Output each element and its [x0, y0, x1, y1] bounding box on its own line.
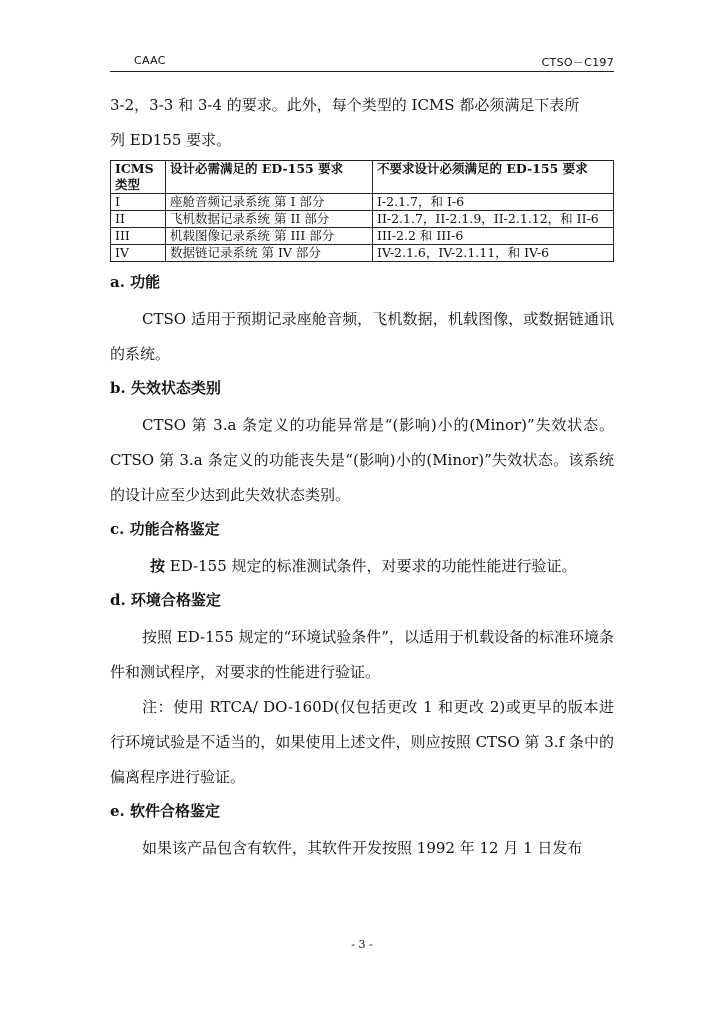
table-cell: 数据链记录系统 第 IV 部分	[166, 245, 373, 262]
requirements-table	[110, 160, 614, 262]
table-row	[111, 194, 614, 211]
page-number: - 3 -	[351, 938, 373, 951]
section-c-paragraph	[110, 549, 614, 584]
section-d-heading: d. 环境合格鉴定	[110, 591, 221, 609]
section-e-paragraph: 如果该产品包含有软件，其软件开发按照 1992 年 12 月 1 日发布	[142, 839, 583, 857]
table-cell: 机载图像记录系统 第 III 部分	[166, 228, 373, 245]
table-header-cell: 不要求设计必须满足的 ED-155 要求	[373, 161, 614, 194]
section-c-bold-lead: 按	[150, 557, 166, 575]
table-header-row	[111, 161, 614, 194]
table-cell: I	[111, 194, 166, 211]
requirements-table-wrap	[110, 160, 614, 262]
section-d-paragraph: 按照 ED-155 规定的“环境试验条件”，以适用于机载设备的标准环境条件和测试程序，对要求的性能进行验证。	[110, 628, 614, 681]
table-cell: 座舱音频记录系统 第 I 部分	[166, 194, 373, 211]
header-left: CAAC	[134, 54, 166, 67]
table-row	[111, 211, 614, 228]
table-header-cell: 设计必需满足的 ED-155 要求	[166, 161, 373, 194]
table-header-cell: ICMS 类型	[111, 161, 166, 194]
table-cell: IV-2.1.6，IV-2.1.11，和 IV-6	[373, 245, 614, 262]
table-cell: 飞机数据记录系统 第 II 部分	[166, 211, 373, 228]
section-b-paragraph: CTSO 第 3.a 条定义的功能异常是“(影响)小的(Minor)”失效状态。CTSO 第 3.a 条定义的功能丧失是“(影响)小的(Minor)”失效状态。该系统的设计应至少达到此失效状态类别。	[110, 416, 614, 504]
header-right: CTSO－C197	[541, 56, 614, 69]
section-b-heading: b. 失效状态类别	[110, 379, 221, 397]
section-d-note: 注：使用 RTCA/ DO-160D(仅包括更改 1 和更改 2)或更早的版本进行环境试验是不适当的，如果使用上述文件，则应按照 CTSO 第 3.f 条中的偏离程序进行验证。	[110, 698, 614, 786]
section-c-text: ED-155 规定的标准测试条件，对要求的功能性能进行验证。	[165, 557, 577, 575]
table-row	[111, 228, 614, 245]
section-a-heading: a. 功能	[110, 273, 161, 291]
section-e-heading: e. 软件合格鉴定	[110, 802, 220, 820]
table-cell: III	[111, 228, 166, 245]
table-row	[111, 245, 614, 262]
intro-line-2: 列 ED155 要求。	[110, 131, 232, 149]
section-c-heading: c. 功能合格鉴定	[110, 520, 220, 538]
table-cell: II	[111, 211, 166, 228]
table-cell: IV	[111, 245, 166, 262]
header-rule	[110, 71, 614, 72]
running-header	[110, 52, 614, 70]
page-body	[110, 88, 614, 866]
section-a-paragraph: CTSO 适用于预期记录座舱音频，飞机数据，机载图像，或数据链通讯的系统。	[110, 310, 614, 363]
table-cell: III-2.2 和 III-6	[373, 228, 614, 245]
table-cell: II-2.1.7，II-2.1.9，II-2.1.12，和 II-6	[373, 211, 614, 228]
intro-line-1: 3-2，3-3 和 3-4 的要求。此外，每个类型的 ICMS 都必须满足下表所	[110, 96, 580, 114]
table-cell: I-2.1.7，和 I-6	[373, 194, 614, 211]
